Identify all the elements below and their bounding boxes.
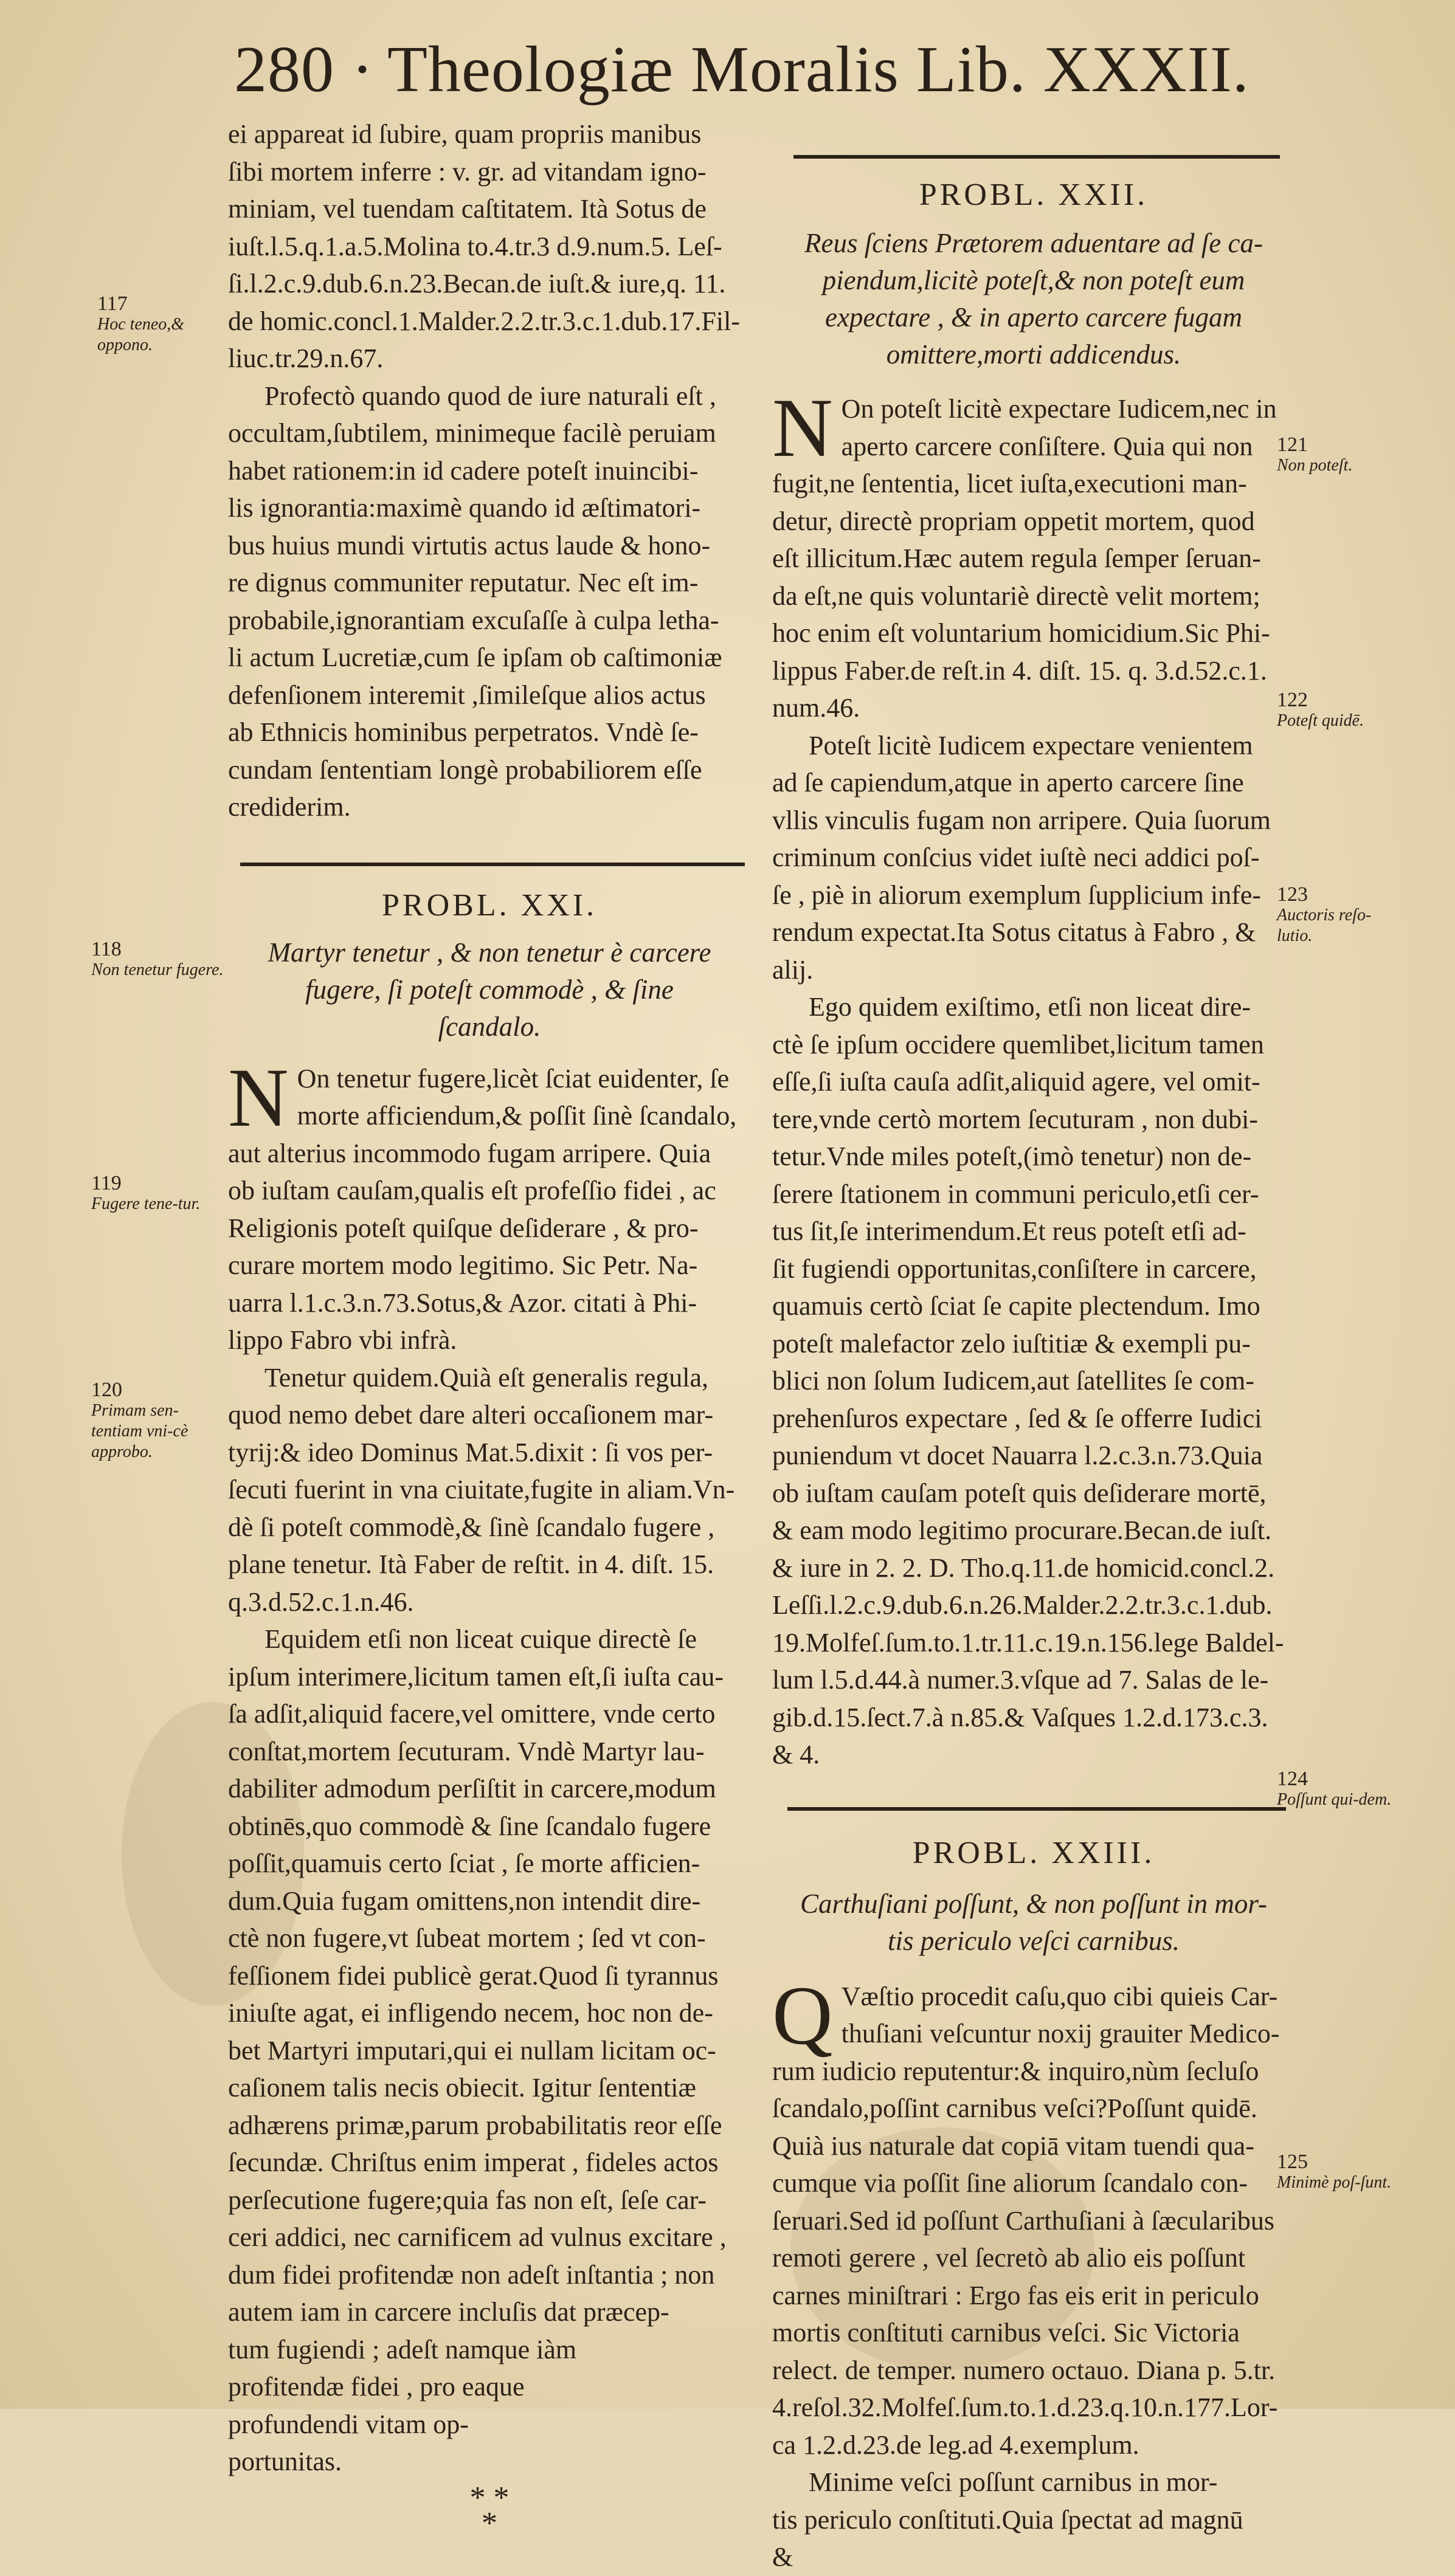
text-line: de homic.concl.1.Malder.2.2.tr.3.c.1.dub.17.Fil- bbox=[228, 306, 740, 336]
text-line: ab Ethnicis hominibus perpetratos. Vndè ſe- bbox=[228, 717, 699, 747]
margin-note: 121 Non poteſt. bbox=[1277, 433, 1353, 475]
text-line: ſcandalo,poſſint carnibus veſci?Poſſunt quidē. bbox=[772, 2093, 1257, 2123]
probl-21-title: PROBL. XXI. bbox=[381, 887, 598, 923]
text-line: autem iam in carcere incluſis dat præcep- bbox=[228, 2297, 669, 2327]
margin-note: 125 Minimè poſ-ſunt. bbox=[1277, 2151, 1392, 2192]
text-line: mortis conſtituti carnibus veſci. Sic Victoria bbox=[772, 2318, 1240, 2347]
text-line: Quià ius naturale dat copiā vitam tuendi qua- bbox=[772, 2130, 1254, 2161]
text-line: tere,vnde certò mortem ſecuturam , non dubi- bbox=[772, 1104, 1259, 1134]
text-line: da eſt,ne quis voluntariè directè velit mortem; bbox=[772, 580, 1260, 611]
text-line: re dignus communiter reputatur. Nec eſt im- bbox=[228, 568, 699, 598]
text-line: iniuſte agat, ei infligendo necem, hoc non de- bbox=[228, 1998, 713, 2028]
text-line: ſecuti fuerint in vna ciuitate,fugite in aliam.Vn- bbox=[228, 1475, 735, 1504]
text-line: tis periculo veſci carnibus. bbox=[888, 1925, 1180, 1956]
text-line: detur, directè propriam oppetit mortem, quod bbox=[772, 506, 1255, 536]
drop-cap: N bbox=[772, 381, 833, 474]
text-line: profundendi vitam op- bbox=[228, 2409, 469, 2439]
text-line: cumque via poſſit ſine aliorum ſcandalo con- bbox=[772, 2168, 1248, 2198]
probl-23-body bbox=[772, 1968, 1295, 2576]
text-line: tus ſit,ſe interimendum.Et reus poteſt etſi ad- bbox=[772, 1216, 1246, 1246]
text-line: Reus ſciens Prætorem aduentare ad ſe ca- bbox=[804, 228, 1263, 258]
text-line: aut alterius incommodo fugam arripere. Quia bbox=[228, 1138, 711, 1168]
text-line: lis ignorantia:maximè quando id æſtimatori- bbox=[228, 493, 701, 523]
probl-22-summary bbox=[772, 225, 1295, 373]
text-line: alij. bbox=[772, 954, 814, 985]
text-line: li actum Lucretiæ,cum ſe ipſam ob caſtimoniæ bbox=[228, 642, 722, 672]
text-line: tetur.Vnde miles poteſt,(imò tenetur) non de- bbox=[772, 1142, 1252, 1171]
text-line: & bbox=[772, 2542, 793, 2572]
probl-21-text bbox=[228, 1050, 751, 2481]
text-line: ob iuſtam cauſam poteſt quis deſiderare mortē, bbox=[772, 1478, 1267, 1508]
text-line: bet Martyri imputari,qui ei nullam licitam oc- bbox=[228, 2035, 716, 2065]
text-line: dum.Quia fugam omittens,non intendit dire- bbox=[228, 1886, 701, 1916]
text-line: cundam ſententiam longè probabiliorem eſſe bbox=[228, 754, 702, 785]
text-line: ſi.l.2.c.9.dub.6.n.23.Becan.de iuſt.& iure,q. 11. bbox=[228, 269, 726, 298]
text-line: ctè ſe ipſum occidere quemlibet,licitum tamen bbox=[772, 1029, 1264, 1059]
text-line: occultam,ſubtilem, minimeque facilè peruiam bbox=[228, 418, 716, 448]
probl-23-title: PROBL. XXIII. bbox=[912, 1835, 1155, 1870]
text-line: morte afficiendum,& poſſit ſinè ſcandalo, bbox=[297, 1101, 737, 1131]
text-line: curare mortem modo legitimo. Sic Petr. Na- bbox=[228, 1250, 698, 1280]
text-line: vllis vinculis fugam non arripere. Quia ſuorum bbox=[772, 805, 1271, 835]
text-line: ceri addici, nec carnificem ad vulnus excitare , bbox=[228, 2222, 727, 2252]
text-line: probabile,ignorantiam excuſaſſe à culpa letha- bbox=[228, 605, 719, 635]
text-line: defenſionem interemit ,ſimileſque alios actus bbox=[228, 680, 706, 710]
text-line: lum l.5.d.44.à numer.3.vſque ad 7. Salas de le- bbox=[772, 1665, 1269, 1695]
text-line: omittere,morti addicendus. bbox=[886, 339, 1181, 370]
text-line: Væſtio procedit caſu,quo cibi quieis Car- bbox=[841, 1981, 1278, 2011]
text-line: fugit,ne ſententia, licet iuſta,executioni man- bbox=[772, 469, 1247, 498]
text-line: gib.d.15.ſect.7.à n.85.& Vaſques 1.2.d.173.c.3. bbox=[772, 1702, 1268, 1732]
left-top-text bbox=[228, 115, 751, 826]
text-line: rendum expectat.Ita Sotus citatus à Fabro , & bbox=[772, 917, 1256, 947]
text-line: blici non ſolum Iudicem,aut ſatellites ſe com- bbox=[772, 1366, 1255, 1396]
text-line: miniam, vel tuendam caſtitatem. Ità Sotus de bbox=[228, 194, 707, 224]
text-line: rum iudicio reputentur:& inquiro,nùm ſecluſo bbox=[772, 2056, 1259, 2086]
text-line: remoti gerere , vel ſecretò ab alio eis poſſunt bbox=[772, 2243, 1246, 2273]
text-line: ſeruari.Sed id poſſunt Carthuſiani à ſæcularibus bbox=[772, 2205, 1275, 2236]
text-line: On poteſt licitè expectare Iudicem,nec in bbox=[841, 394, 1277, 424]
text-line: ſit fugiendi opportunitas,conſiſtere in carcere, bbox=[772, 1253, 1257, 1284]
text-line: Carthuſiani poſſunt, & non poſſunt in mor- bbox=[800, 1888, 1267, 1919]
text-line: ſcandalo. bbox=[438, 1011, 541, 1042]
text-line: perſecutione fugere;quia fas non eſt, ſeſe car- bbox=[228, 2185, 707, 2215]
text-line: crediderim. bbox=[228, 792, 351, 822]
text-line: Equidem etſi non liceat cuique directè ſe bbox=[264, 1624, 697, 1654]
text-line: Poteſt licitè Iudicem expectare venientem bbox=[809, 730, 1253, 760]
margin-note: 124 Poſſunt qui-dem. bbox=[1277, 1768, 1392, 1809]
text-line: ctè non fugere,vt ſubeat mortem ; ſed vt con- bbox=[228, 1923, 706, 1953]
text-line: prehenſuros expectare , ſed & ſe offerre Iudici bbox=[772, 1403, 1262, 1433]
probl-22-title: PROBL. XXII. bbox=[919, 177, 1149, 212]
text-line: & 4. bbox=[772, 1740, 820, 1769]
section-rule bbox=[240, 863, 745, 866]
text-line: ob iuſtam cauſam,qualis eſt profeſſio fidei , ac bbox=[228, 1176, 716, 1205]
page-number: 280 bbox=[234, 33, 334, 106]
probl-21-body bbox=[228, 1050, 751, 2481]
margin-note: 117 Hoc teneo,& oppono. bbox=[97, 292, 185, 354]
text-line: conſtat,mortem ſecuturam. Vndè Martyr lau- bbox=[228, 1736, 705, 1766]
text-line: num.46. bbox=[772, 693, 860, 723]
section-rule bbox=[793, 155, 1280, 159]
margin-note: 122 Poteſt quidē. bbox=[1277, 689, 1364, 730]
text-line: ipſum interimere,licitum tamen eſt,ſi iuſta cau- bbox=[228, 1661, 724, 1692]
text-line: hoc enim eſt voluntarium homicidium.Sic Phi- bbox=[772, 618, 1270, 648]
text-line: eſt illicitum.Hæc autem regula ſemper ſeruan- bbox=[772, 543, 1261, 573]
text-line: poſſit,quamuis certo ſciat , ſe morte afficien- bbox=[228, 1848, 700, 1878]
text-line: obtinēs,quo commodè & ſine ſcandalo fugere bbox=[228, 1811, 711, 1841]
probl-23-text bbox=[772, 1968, 1295, 2576]
text-line: uarra l.1.c.3.n.73.Sotus,& Azor. citati à Phi- bbox=[228, 1287, 697, 1318]
text-line: ei appareat id ſubire, quam propriis manibus bbox=[228, 119, 702, 149]
text-line: 4.reſol.32.Molfeſ.ſum.to.1.d.23.q.10.n.177.Lor- bbox=[772, 2392, 1278, 2422]
text-line: quamuis certò ſciat ſe capite plectendum. Imo bbox=[772, 1291, 1260, 1321]
margin-note: 120 Primam sen-tentiam vni-cè approbo. bbox=[91, 1379, 188, 1461]
text-line: piendum,licitè poteſt,& non poteſt eum bbox=[822, 265, 1245, 295]
text-line: thuſiani veſcuntur noxij grauiter Medico- bbox=[841, 2019, 1280, 2048]
text-line: lippo Fabro vbi infrà. bbox=[228, 1325, 457, 1355]
text-line: expectare , & in aperto carcere fugam bbox=[824, 302, 1243, 332]
text-line: Profectò quando quod de iure naturali eſt , bbox=[264, 381, 716, 411]
probl-22-body bbox=[772, 381, 1295, 1774]
drop-cap: Q bbox=[772, 1968, 833, 2062]
text-line: puniendum vt docet Nauarra l.2.c.3.n.73.Quia bbox=[772, 1441, 1263, 1470]
text-line: & eam modo legitimo procurare.Becan.de iuſt. bbox=[772, 1515, 1272, 1545]
text-line: q.3.d.52.c.1.n.46. bbox=[228, 1586, 414, 1617]
text-line: ſecundæ. Chriſtus enim imperat , fideles actos bbox=[228, 2147, 719, 2177]
text-line: Tenetur quidem.Quià eſt generalis regula, bbox=[264, 1362, 708, 1393]
text-line: feſſionem fidei publicè gerat.Quod ſi tyrannus bbox=[228, 1960, 719, 1991]
text-line: liuc.tr.29.n.67. bbox=[228, 343, 384, 373]
text-line: relect. de temper. numero octauo. Diana p. 5.tr. bbox=[772, 2355, 1276, 2385]
text-line: tyrij:& ideo Dominus Mat.5.dixit : ſi vos per- bbox=[228, 1437, 713, 1467]
text-line: iuſt.l.5.q.1.a.5.Molina to.4.tr.3 d.9.num.5. Leſ- bbox=[228, 231, 722, 261]
text-line: fugere, ſi poteſt commodè , & ſine bbox=[305, 974, 674, 1005]
text-line: ſerere ſtationem in communi periculo,etſi cer- bbox=[772, 1179, 1259, 1209]
text-line: & iure in 2. 2. D. Tho.q.11.de homicid.concl.2. bbox=[772, 1552, 1275, 1583]
text-line: Leſſi.l.2.c.9.dub.6.n.26.Malder.2.2.tr.3.c.1.dub. bbox=[772, 1590, 1273, 1620]
text-line: ſe , piè in aliorum exemplum ſupplicium infe- bbox=[772, 880, 1262, 910]
text-line: dum fidei profitendæ non adeſt inſtantia ; non bbox=[228, 2259, 715, 2290]
text-line: lippus Faber.de reſt.in 4. diſt. 15. q. 3.d.52.c.1. bbox=[772, 655, 1267, 686]
text-line: Ego quidem exiſtimo, etſi non liceat dire- bbox=[809, 992, 1251, 1022]
text-line: poteſt malefactor zelo iuſtitiæ & exempli pu- bbox=[772, 1328, 1251, 1359]
drop-cap: N bbox=[228, 1050, 289, 1144]
text-line: portunitas. bbox=[228, 2447, 342, 2476]
header-dot: · bbox=[351, 33, 374, 106]
text-line: caſionem talis necis obiecit. Igitur ſententiæ bbox=[228, 2073, 696, 2102]
text-line: bus huius mundi virtutis actus laude & hono- bbox=[228, 530, 711, 560]
text-line: On tenetur fugere,licèt ſciat euidenter, ſe bbox=[297, 1063, 730, 1093]
probl-21-summary bbox=[228, 934, 751, 1045]
text-line: adhærens primæ,parum probabilitatis reor eſſe bbox=[228, 2110, 722, 2140]
text-line: profitendæ fidei , pro eaque bbox=[228, 2372, 525, 2402]
text-line: criminum conſcius videt iuſtè neci addici poſ- bbox=[772, 842, 1260, 872]
text-line: carnes miniſtrari : Ergo fas eis erit in periculo bbox=[772, 2280, 1259, 2310]
text-line: tum fugiendi ; adeſt namque iàm bbox=[228, 2334, 577, 2364]
left-column bbox=[228, 115, 751, 2541]
text-line: ſa adſit,aliquid facere,vel omittere, vnde certo bbox=[228, 1699, 716, 1729]
margin-note: 123 Auctoris reſo-lutio. bbox=[1277, 883, 1372, 945]
text-line: eſſe,ſi iuſta cauſa adſit,aliquid agere, vel omit- bbox=[772, 1067, 1260, 1097]
text-line: dè ſi poteſt commodè,& ſinè ſcandalo fugere , bbox=[228, 1512, 715, 1542]
section-rule bbox=[787, 1807, 1286, 1811]
text-line: 19.Molfeſ.ſum.to.1.tr.11.c.19.n.156.lege Baldel- bbox=[772, 1627, 1284, 1658]
text-line: ſibi mortem inferre : v. gr. ad vitandam igno- bbox=[228, 156, 707, 187]
text-line: dabiliter admodum perſiſtit in carcere,modum bbox=[228, 1774, 716, 1803]
margin-note: 119 Fugere tene-tur. bbox=[91, 1172, 201, 1213]
running-title: Theologiæ Moralis Lib. XXXII. bbox=[387, 33, 1249, 106]
text-line: Religionis poteſt quiſque deſiderare , & pro- bbox=[228, 1213, 699, 1243]
page-header bbox=[234, 30, 1268, 109]
text-line: ca 1.2.d.23.de leg.ad 4.exemplum. bbox=[772, 2430, 1139, 2460]
text-line: plane tenetur. Ità Faber de reſtit. in 4. diſt. 15. bbox=[228, 1549, 714, 1579]
text-line: tis periculo conſtituti.Quia ſpectat ad magnū bbox=[772, 2504, 1243, 2535]
text-line: quod nemo debet dare alteri occaſionem mar- bbox=[228, 1400, 714, 1430]
probl-23-summary bbox=[772, 1886, 1295, 1960]
text-line: ad ſe capiendum,atque in aperto carcere ſine bbox=[772, 768, 1244, 797]
section-stars: * * * bbox=[469, 2480, 510, 2541]
text-line: habet rationem:in id cadere poteſt inuincibi- bbox=[228, 455, 699, 486]
probl-22-text bbox=[772, 381, 1295, 1774]
text-line: aperto carcere conſiſtere. Quia qui non bbox=[841, 431, 1253, 461]
text-line: Martyr tenetur , & non tenetur è carcere bbox=[268, 937, 711, 968]
right-column bbox=[772, 155, 1295, 2576]
text-line: Minime veſci poſſunt carnibus in mor- bbox=[809, 2467, 1218, 2497]
margin-note: 118 Non tenetur fugere. bbox=[91, 938, 224, 979]
